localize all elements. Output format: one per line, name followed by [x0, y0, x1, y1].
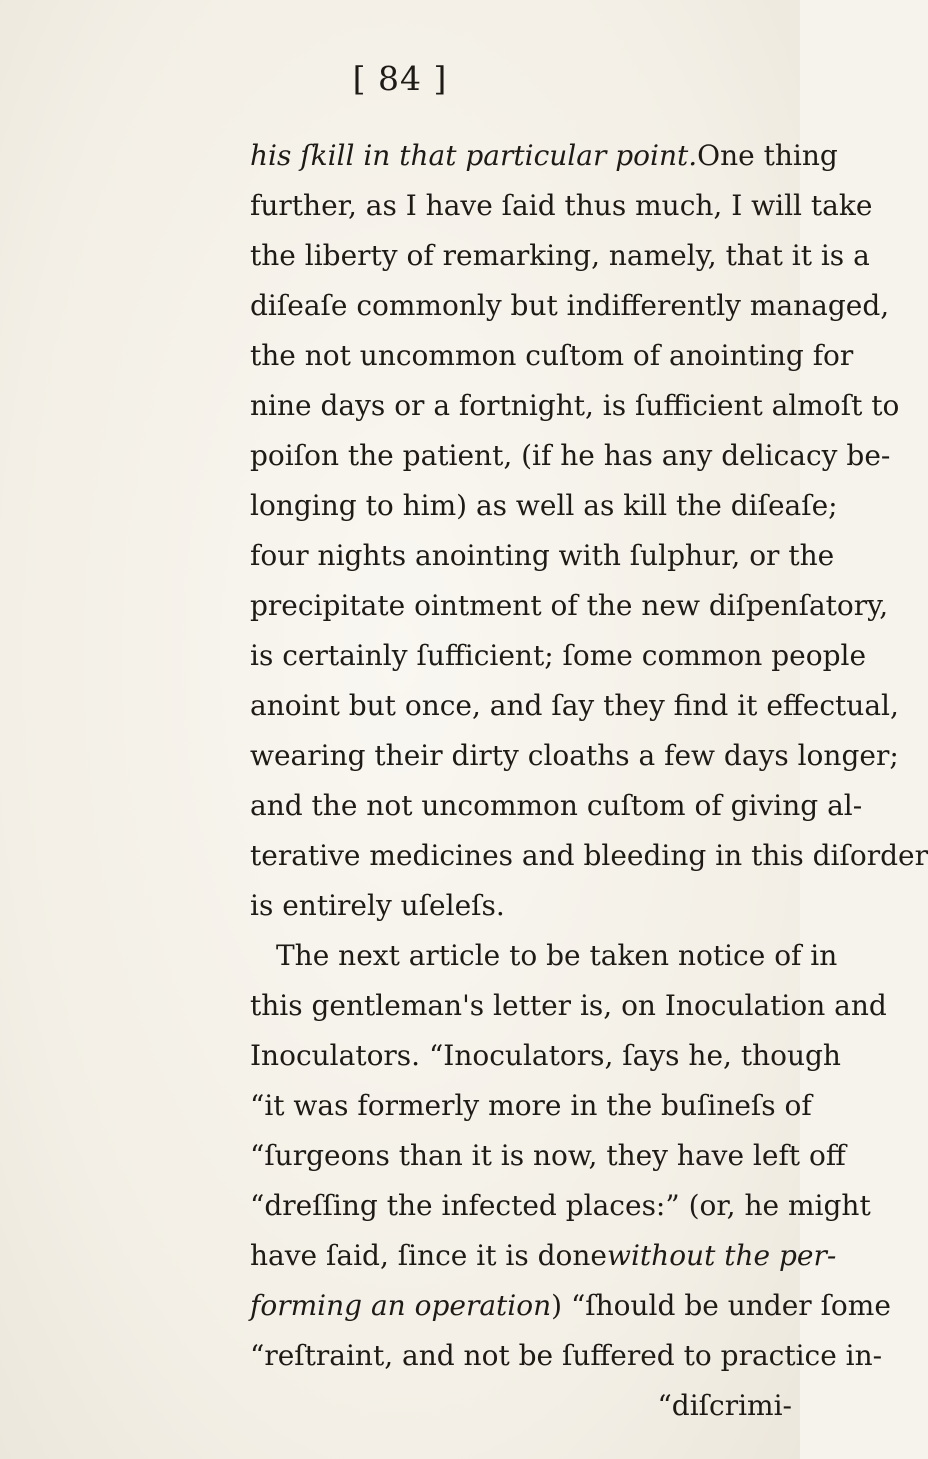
text-line-8: longing to him) as well as kill the diſeaſe; — [250, 489, 838, 522]
catchword-line — [250, 1389, 800, 1442]
text-line-22: “dreſſing the infected places:” (or, he might — [250, 1189, 871, 1222]
page-number-header — [0, 59, 800, 98]
text-line-23: have ſaid, ſince it is donewithout the per- — [250, 1239, 837, 1272]
text-line-5: the not uncommon cuſtom of anointing for — [250, 339, 854, 372]
italic-run: his ſkill in that particular point. — [250, 139, 698, 172]
text-line-7: poiſon the patient, (if he has any delicacy be- — [250, 439, 891, 472]
text-line-24: forming an operation) “ſhould be under ſome — [250, 1289, 891, 1322]
text-line-21: “ſurgeons than it is now, they have left off — [250, 1139, 846, 1172]
catchword: “diſcrimi- — [657, 1389, 792, 1422]
text-line-12: anoint but once, and ſay they find it effectual, — [250, 689, 899, 722]
text-line-16: is entirely uſeleſs. — [250, 889, 505, 922]
text-line-17: The next article to be taken notice of in — [276, 939, 838, 972]
text-line-9: four nights anointing with ſulphur, or the — [250, 539, 835, 572]
text-line-4: diſeaſe commonly but indifferently managed, — [250, 289, 890, 322]
text-line-18: this gentleman's letter is, on Inoculation and — [250, 989, 887, 1022]
italic-run: without the per- — [606, 1239, 837, 1272]
text-line-13: wearing their dirty cloaths a few days longer; — [250, 739, 899, 772]
text-line-6: nine days or a fortnight, is ſufficient almoſt to — [250, 389, 900, 422]
text-line-14: and the not uncommon cuſtom of giving al- — [250, 789, 863, 822]
text-line-20: “it was formerly more in the buſineſs of — [250, 1089, 812, 1122]
italic-run: forming an operation — [250, 1289, 552, 1322]
text-line-1: his ſkill in that particular point.One thing — [250, 139, 838, 172]
text-line-10: precipitate ointment of the new diſpenſatory, — [250, 589, 889, 622]
page-number: [ 84 ] — [352, 59, 448, 98]
text-line-15: terative medicines and bleeding in this diſorder — [250, 839, 928, 872]
text-line-2: further, as I have ſaid thus much, I will take — [250, 189, 873, 222]
text-line-11: is certainly ſufficient; ſome common people — [250, 639, 867, 672]
text-line-3: the liberty of remarking, namely, that it is a — [250, 239, 870, 272]
text-line-19: Inoculators. “Inoculators, ſays he, though — [250, 1039, 841, 1072]
text-line-25: “reſtraint, and not be ſuffered to practice in- — [250, 1339, 883, 1372]
